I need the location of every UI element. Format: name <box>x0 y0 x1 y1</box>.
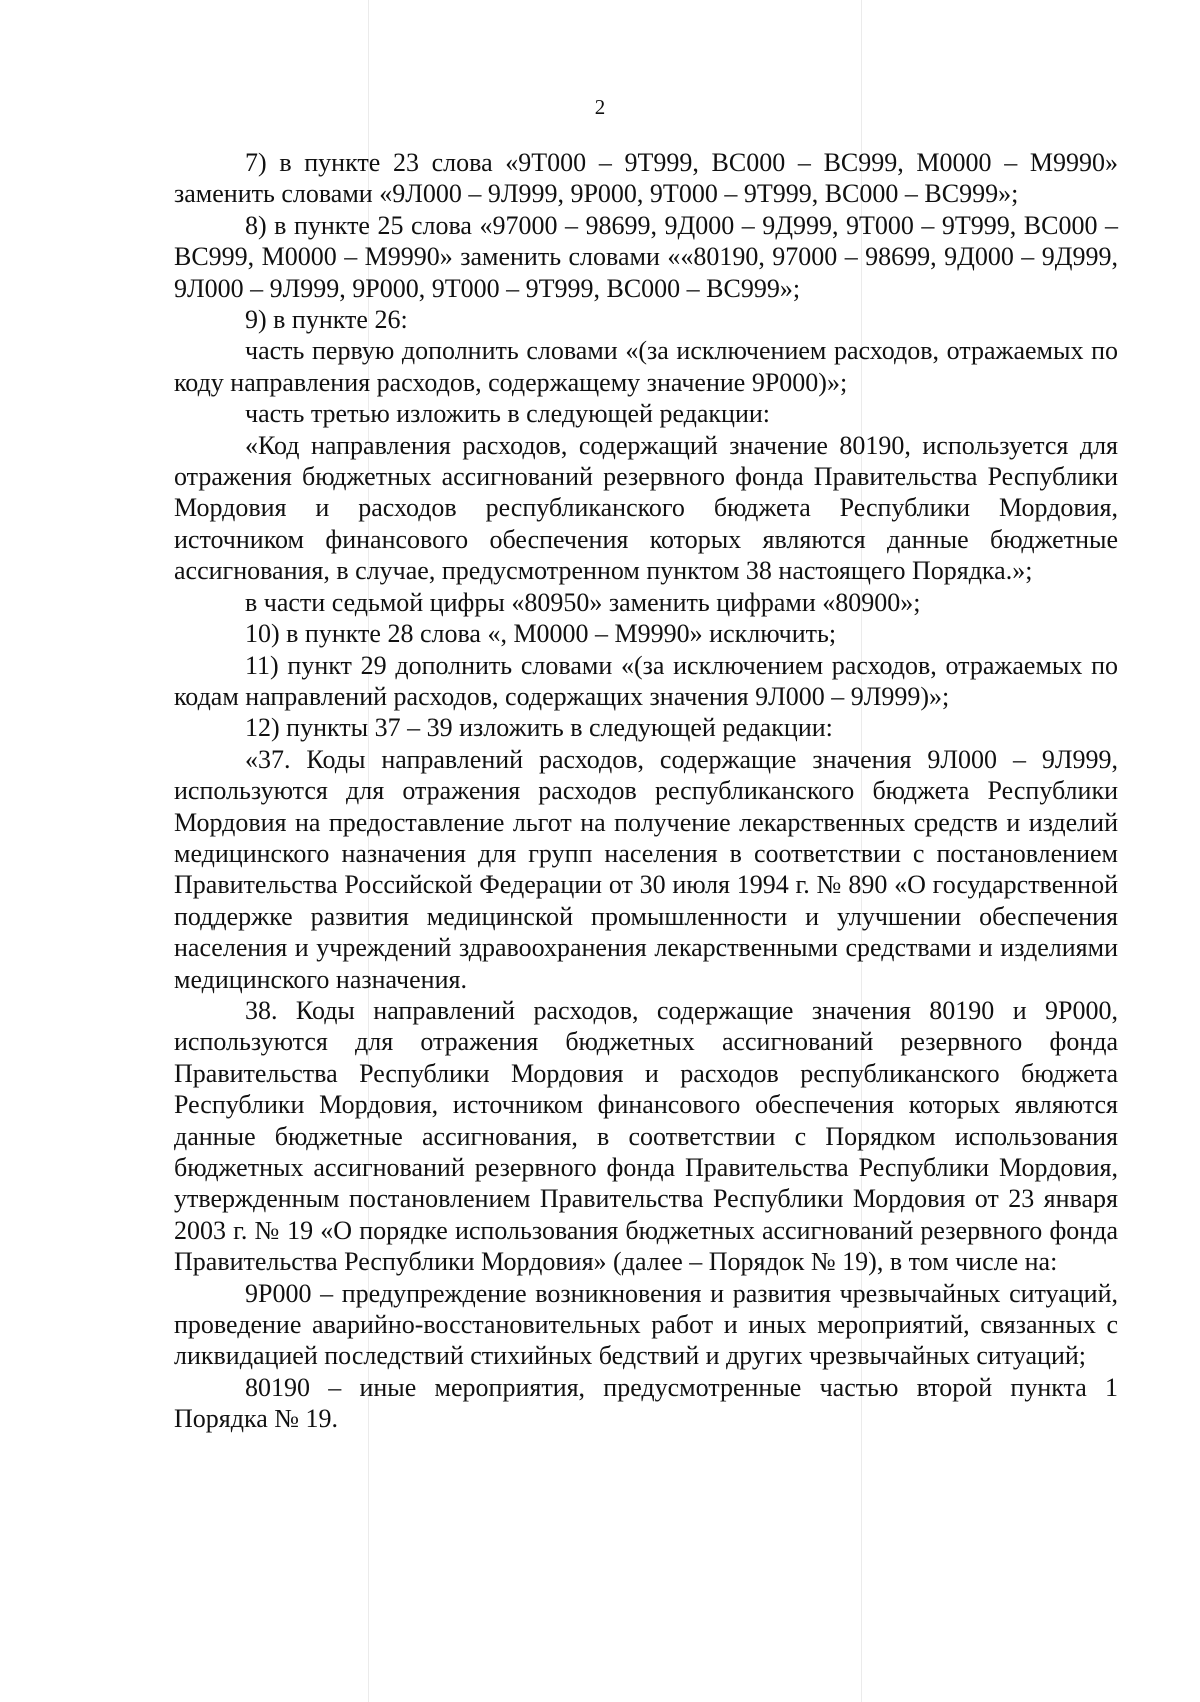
paragraph-item-10: 10) в пункте 28 слова «, М0000 – М9990» исключить; <box>245 619 837 649</box>
paragraph-item-12: 12) пункты 37 – 39 изложить в следующей редакции: <box>245 713 833 743</box>
page-number: 2 <box>594 95 606 119</box>
paragraph-item-11: 11) пункт 29 дополнить словами «(за исключением расходов, отражаемых по кодам направлений расходов, содержащих значения 9Л000 – 9Л999)»; <box>174 650 1118 711</box>
paragraph-quote-80190: «Код направления расходов, содержащий значение 80190, используется для отражения бюджетных ассигнований резервного фонда Правительства Республики Мордовия и расходов республиканского бюджета Республики Мордовия, источником финансового обеспечения которых являются данные бюджетные ассигнования, в случае, предусмотренном пунктом 38 настоящего Порядка.»; <box>174 430 1118 586</box>
paragraph-code-80190: 80190 – иные мероприятия, предусмотренные частью второй пункта 1 Порядка № 19. <box>174 1372 1118 1434</box>
paragraph-code-9p000: 9Р000 – предупреждение возникновения и развития чрезвычайных ситуаций, проведение аварийно-восстановительных работ и иных мероприятий, связанных с ликвидацией последствий стихийных бедствий и других чрезвычайных ситуаций; <box>174 1278 1118 1371</box>
paragraph-point-38: 38. Коды направлений расходов, содержащие значения 80190 и 9Р000, используются для отражения бюджетных ассигнований резервного фонда Правительства Республики Мордовия и расходов республиканского бюджета Республики Мордовия, источником финансового обеспечения которых являются данные бюджетные ассигнования, в соответствии с Порядком использования бюджетных ассигнований резервного фонда Правительства Республики Мордовия, утвержденным постановлением Правительства Республики Мордовия от 23 января 2003 г. № 19 «О порядке использования бюджетных ассигнований резервного фонда Правительства Республики Мордовия» (далее – Порядок № 19), в том числе на: <box>174 995 1118 1277</box>
paragraph-point-37: «37. Коды направлений расходов, содержащие значения 9Л000 – 9Л999, используются для отражения расходов республиканского бюджета Республики Мордовия на предоставление льгот на получение лекарственных средств и изделий медицинского назначения для групп населения в соответствии с постановлением Правительства Российской Федерации от 30 июля 1994 г. № 890 «О государственной поддержке развития медицинской промышленности и улучшении обеспечения населения и учреждений здравоохранения лекарственными средствами и изделиями медицинского назначения. <box>174 744 1118 994</box>
paragraph-item-7: 7) в пункте 23 слова «9Т000 – 9Т999, ВС000 – ВС999, М0000 – М9990» заменить словами «9Л000 – 9Л999, 9Р000, 9Т000 – 9Т999, ВС000 – ВС999»; <box>174 148 1118 209</box>
paragraph-item-9: 9) в пункте 26: <box>245 305 408 335</box>
paragraph-item-8: 8) в пункте 25 слова «97000 – 98699, 9Д000 – 9Д999, 9Т000 – 9Т999, ВС000 – ВС999, М0000 – М9990» заменить словами ««80190, 97000 – 98699, 9Д000 – 9Д999, 9Л000 – 9Л999, 9Р000, 9Т000 – 9Т999, ВС000 – ВС999»; <box>174 210 1118 303</box>
paragraph-part-seven: в части седьмой цифры «80950» заменить цифрами «80900»; <box>245 587 921 617</box>
document-body <box>174 147 1118 1435</box>
paragraph-part-three: часть третью изложить в следующей редакции: <box>245 399 771 429</box>
paragraph-part-one: часть первую дополнить словами «(за исключением расходов, отражаемых по коду направления расходов, содержащему значение 9Р000)»; <box>174 336 1118 397</box>
